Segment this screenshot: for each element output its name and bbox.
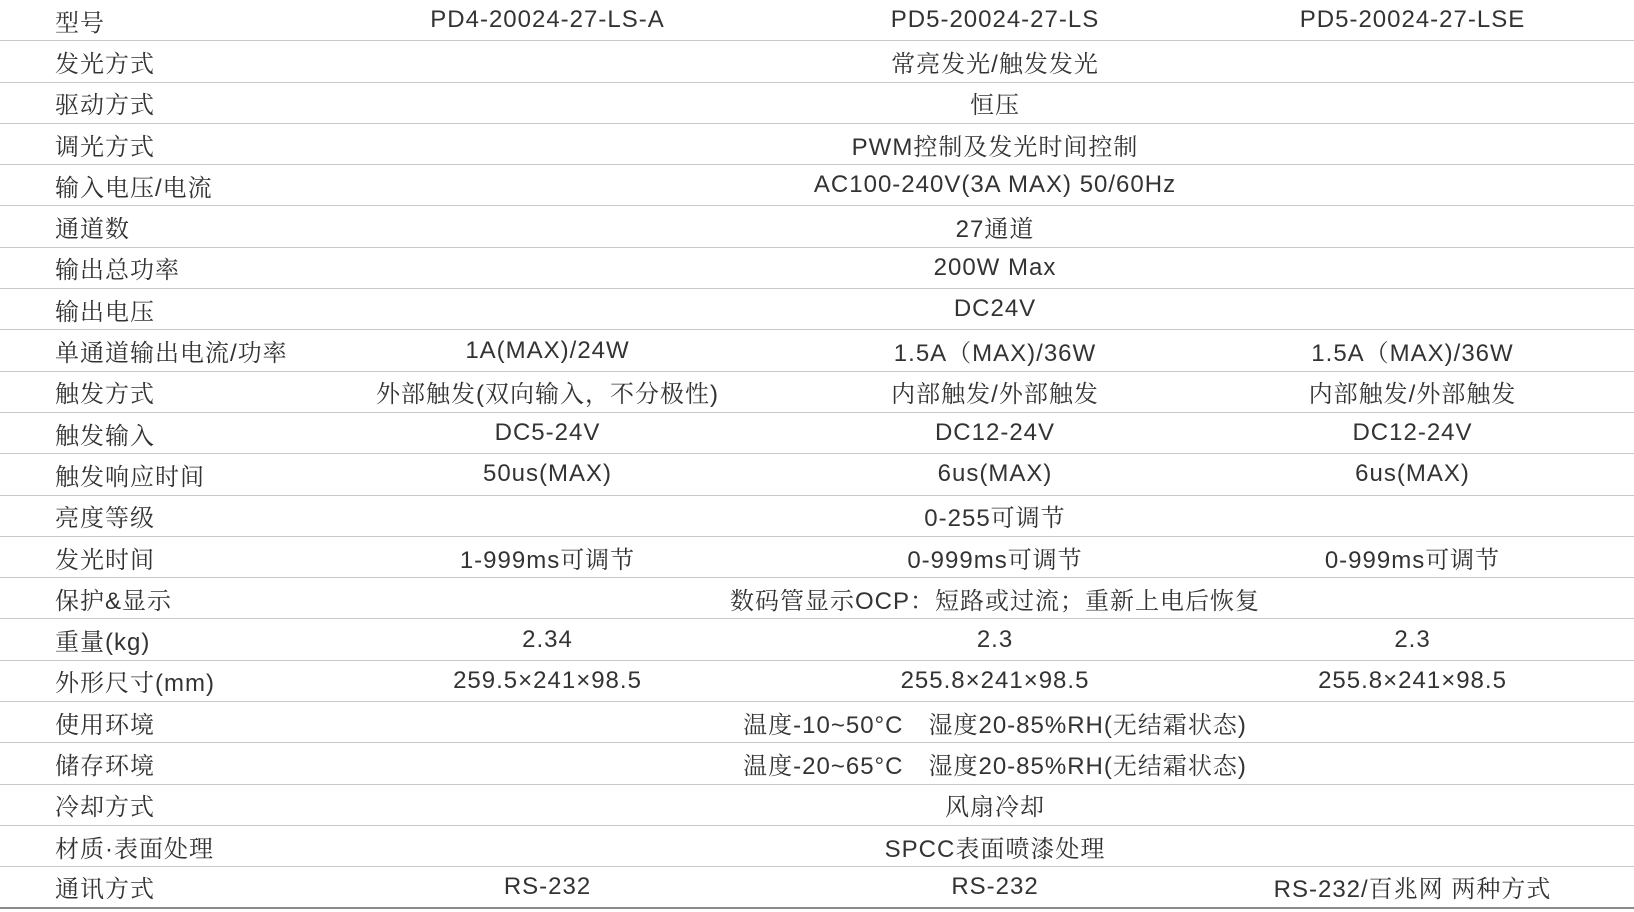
merged-value: 数码管显示OCP：短路或过流；重新上电后恢复 bbox=[730, 587, 1261, 615]
table-row bbox=[0, 867, 1634, 908]
cell-value: DC5-24V bbox=[494, 419, 601, 447]
table-row bbox=[0, 537, 1634, 578]
row-label: 触发方式 bbox=[55, 381, 155, 409]
table-row bbox=[0, 124, 1634, 165]
merged-value: 风扇冷却 bbox=[945, 794, 1045, 822]
row-label: 触发响应时间 bbox=[55, 463, 205, 491]
cell-value: 50us(MAX) bbox=[482, 460, 613, 488]
table-row bbox=[0, 496, 1634, 537]
cell-value: DC12-24V bbox=[934, 419, 1056, 447]
table-row bbox=[0, 743, 1634, 784]
table-row bbox=[0, 165, 1634, 206]
merged-value: SPCC表面喷漆处理 bbox=[884, 835, 1106, 863]
cell-value: RS-232 bbox=[503, 872, 592, 900]
merged-value: 200W Max bbox=[933, 253, 1057, 281]
table-row bbox=[0, 661, 1634, 702]
cell-value: 内部触发/外部触发 bbox=[891, 381, 1099, 409]
merged-value: 0-255可调节 bbox=[924, 505, 1066, 533]
table-row bbox=[0, 41, 1634, 82]
model-name: PD5-20024-27-LSE bbox=[1299, 6, 1526, 34]
cell-value: 内部触发/外部触发 bbox=[1308, 381, 1517, 409]
table-row bbox=[0, 619, 1634, 660]
row-label: 调光方式 bbox=[55, 133, 155, 161]
table-row bbox=[0, 785, 1634, 826]
merged-value: DC24V bbox=[953, 295, 1037, 323]
cell-value: RS-232/百兆网 两种方式 bbox=[1273, 876, 1552, 904]
cell-value: 6us(MAX) bbox=[1355, 460, 1470, 488]
cell-value: DC12-24V bbox=[1352, 419, 1473, 447]
row-label: 输入电压/电流 bbox=[55, 174, 213, 202]
row-label: 材质·表面处理 bbox=[55, 835, 214, 863]
cell-value: 2.3 bbox=[976, 625, 1014, 653]
header-row bbox=[0, 0, 1634, 41]
cell-value: 0-999ms可调节 bbox=[1324, 546, 1501, 574]
row-label: 发光时间 bbox=[55, 546, 155, 574]
row-label: 重量(kg) bbox=[55, 629, 151, 657]
table-row bbox=[0, 454, 1634, 495]
cell-value: 255.8×241×98.5 bbox=[900, 666, 1090, 694]
row-label: 通讯方式 bbox=[55, 876, 155, 904]
merged-value: 温度-20~65°C 湿度20-85%RH(无结霜状态) bbox=[743, 752, 1247, 780]
merged-value: 27通道 bbox=[955, 216, 1035, 244]
merged-value: 常亮发光/触发发光 bbox=[891, 50, 1099, 78]
cell-value: 0-999ms可调节 bbox=[907, 546, 1083, 574]
table-row bbox=[0, 330, 1634, 371]
cell-value: 1.5A（MAX)/36W bbox=[893, 340, 1097, 368]
row-label: 冷却方式 bbox=[55, 794, 155, 822]
merged-value: 恒压 bbox=[970, 92, 1020, 120]
cell-value: RS-232 bbox=[951, 872, 1039, 900]
cell-value: 1A(MAX)/24W bbox=[465, 336, 630, 364]
cell-value: 255.8×241×98.5 bbox=[1318, 666, 1507, 694]
merged-value: PWM控制及发光时间控制 bbox=[851, 133, 1139, 161]
table-row bbox=[0, 578, 1634, 619]
merged-value: 温度-10~50°C 湿度20-85%RH(无结霜状态) bbox=[743, 711, 1247, 739]
table-row bbox=[0, 372, 1634, 413]
row-label: 发光方式 bbox=[55, 50, 155, 78]
cell-value: 1-999ms可调节 bbox=[459, 546, 636, 574]
cell-value: 6us(MAX) bbox=[937, 460, 1053, 488]
row-label: 亮度等级 bbox=[55, 505, 155, 533]
table-row bbox=[0, 248, 1634, 289]
row-label: 输出总功率 bbox=[55, 257, 180, 285]
row-label: 单通道输出电流/功率 bbox=[55, 340, 288, 368]
row-label: 驱动方式 bbox=[55, 92, 155, 120]
row-label: 触发输入 bbox=[55, 422, 155, 450]
cell-value: 1.5A（MAX)/36W bbox=[1311, 340, 1514, 368]
table-row bbox=[0, 413, 1634, 454]
row-label: 保护&显示 bbox=[55, 587, 173, 615]
cell-value: 259.5×241×98.5 bbox=[453, 666, 642, 694]
table-row bbox=[0, 206, 1634, 247]
row-label: 使用环境 bbox=[55, 711, 155, 739]
header-label: 型号 bbox=[55, 9, 105, 37]
cell-value: 2.3 bbox=[1394, 625, 1431, 653]
cell-value: 外部触发(双向输入，不分极性) bbox=[376, 381, 719, 409]
table-row bbox=[0, 289, 1634, 330]
cell-value: 2.34 bbox=[522, 625, 573, 653]
row-label: 储存环境 bbox=[55, 752, 155, 780]
model-name: PD5-20024-27-LS bbox=[890, 6, 1100, 34]
row-label: 通道数 bbox=[55, 216, 130, 244]
row-label: 输出电压 bbox=[55, 298, 155, 326]
table-row bbox=[0, 826, 1634, 867]
row-label: 外形尺寸(mm) bbox=[55, 670, 215, 698]
table-row bbox=[0, 83, 1634, 124]
merged-value: AC100-240V(3A MAX) 50/60Hz bbox=[813, 171, 1177, 199]
table-row bbox=[0, 702, 1634, 743]
model-name: PD4-20024-27-LS-A bbox=[430, 6, 665, 34]
